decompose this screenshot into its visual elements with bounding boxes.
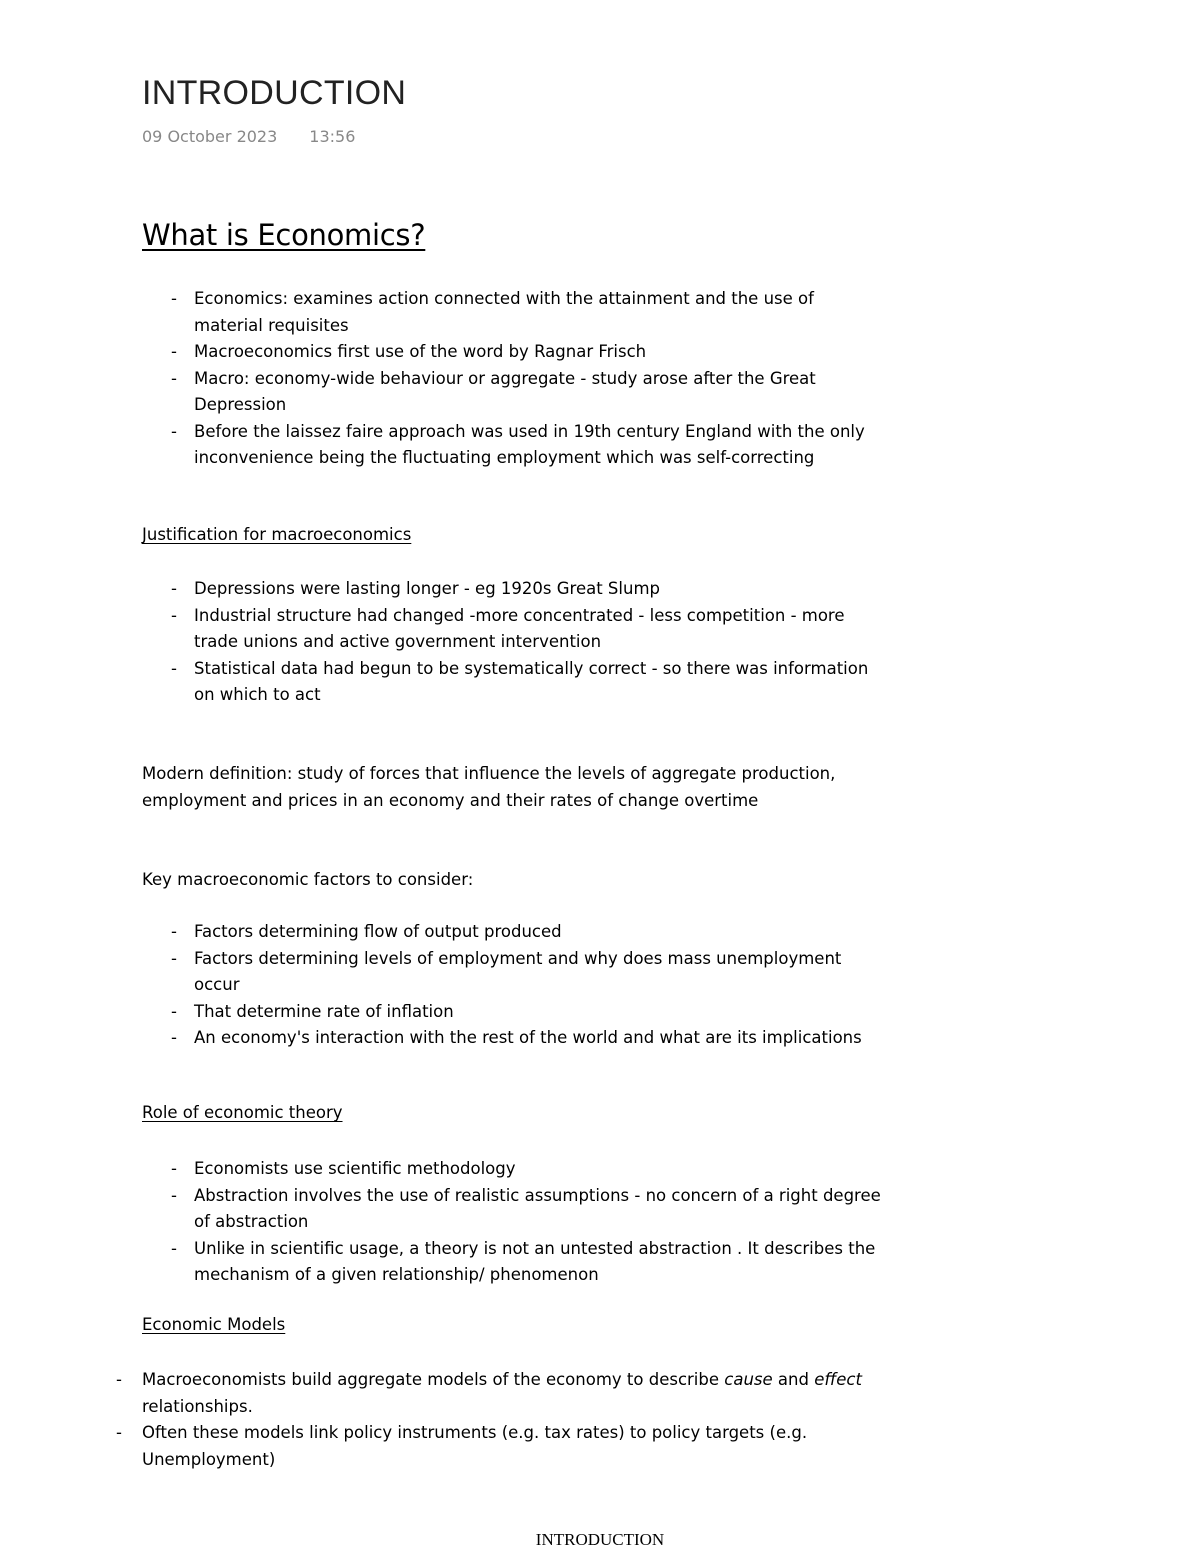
list-item-text: Unlike in scientific usage, a theory is not an untested abstraction . It describes the mechanism of a given relationship/ phenomenon [194, 1238, 876, 1284]
list-item-text: Macro: economy-wide behaviour or aggregate - study arose after the Great Depression [194, 368, 816, 414]
intro-list [0, 286, 884, 472]
page-title: INTRODUCTION [142, 74, 407, 112]
list-item [0, 603, 884, 656]
list-item [0, 999, 884, 1026]
list-item [0, 1183, 884, 1236]
bullet-dash: - [171, 421, 177, 441]
list-item-text: Often these models link policy instruments (e.g. tax rates) to policy targets (e.g. Unemployment) [142, 1423, 808, 1469]
bullet-dash: - [171, 1028, 177, 1047]
bullet-dash: - [116, 1370, 122, 1389]
section-heading: What is Economics? [142, 218, 426, 252]
list-item [0, 1236, 884, 1289]
bullet-dash: - [116, 1423, 122, 1442]
models-text-part: Macroeconomists build aggregate models of the economy to describe [142, 1370, 725, 1389]
emphasis-cause: cause [724, 1370, 773, 1389]
bullet-dash: - [171, 1238, 177, 1258]
key-factors-intro: Key macroeconomic factors to consider: [142, 870, 474, 889]
list-item [0, 286, 884, 339]
list-item [0, 1367, 862, 1420]
list-item-text: Before the laissez faire approach was used in 19th century England with the only inconvenience being the fluctuating employment which was self-correcting [194, 421, 865, 467]
list-item [0, 1025, 884, 1052]
page-footer: INTRODUCTION [535, 1530, 665, 1549]
bullet-dash: - [171, 658, 177, 678]
list-item-text: Factors determining flow of output produced [194, 922, 562, 941]
bullet-dash: - [171, 948, 177, 968]
theory-list [0, 1156, 884, 1289]
list-item [0, 366, 884, 419]
list-item-text: Economists use scientific methodology [194, 1159, 516, 1178]
list-item [0, 1420, 862, 1473]
bullet-dash: - [171, 289, 177, 308]
models-text-part: and [772, 1370, 815, 1389]
note-date: 09 October 2023 [142, 127, 278, 146]
bullet-dash: - [171, 342, 177, 361]
bullet-dash: - [171, 605, 177, 625]
bullet-dash: - [171, 1159, 177, 1178]
list-item [0, 576, 884, 603]
list-item-text: Macroeconomics first use of the word by Ragnar Frisch [194, 342, 647, 361]
list-item [0, 419, 884, 472]
list-item-text: That determine rate of inflation [194, 1001, 454, 1021]
list-item [0, 946, 884, 999]
theory-heading: Role of economic theory [142, 1103, 343, 1122]
justification-list [0, 576, 884, 709]
bullet-dash: - [171, 1185, 177, 1205]
list-item [0, 919, 884, 946]
bullet-dash: - [171, 579, 177, 598]
list-item [0, 339, 884, 366]
list-item-text: Statistical data had begun to be systematically correct - so there was information on which to act [194, 658, 869, 704]
list-item-text: Abstraction involves the use of realistic assumptions - no concern of a right degree of abstraction [194, 1185, 881, 1231]
list-item-text: Industrial structure had changed -more concentrated - less competition - more trade unions and active government intervention [194, 605, 845, 651]
list-item-text: An economy's interaction with the rest of the world and what are its implications [194, 1028, 862, 1047]
justification-heading: Justification for macroeconomics [142, 525, 412, 544]
note-time: 13:56 [309, 127, 356, 146]
models-heading: Economic Models [142, 1315, 286, 1334]
key-factors-list [0, 919, 884, 1052]
modern-definition: Modern definition: study of forces that influence the levels of aggregate production, employment and prices in an economy and their rates of change overtime [142, 764, 836, 810]
bullet-dash: - [171, 922, 177, 941]
list-item-text [142, 1370, 862, 1416]
bullet-dash: - [171, 368, 177, 388]
list-item-text: Factors determining levels of employment and why does mass unemployment occur [194, 948, 842, 994]
models-text-part: relationships. [142, 1396, 253, 1416]
emphasis-effect: effect [814, 1370, 862, 1389]
bullet-dash: - [171, 1001, 177, 1021]
note-timestamp [142, 127, 355, 146]
list-item-text: Economics: examines action connected with the attainment and the use of material requisites [194, 289, 814, 335]
list-item [0, 656, 884, 709]
list-item-text: Depressions were lasting longer - eg 1920s Great Slump [194, 579, 660, 598]
models-list [0, 1367, 862, 1473]
list-item [0, 1156, 884, 1183]
